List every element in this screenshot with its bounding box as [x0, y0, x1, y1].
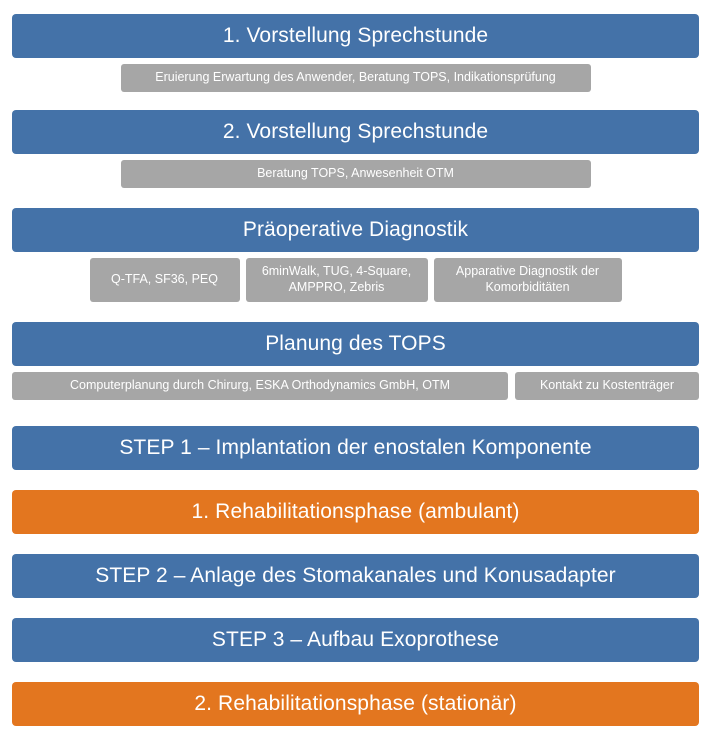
stage-2-detail-1-label: Beratung TOPS, Anwesenheit OTM	[257, 166, 454, 181]
stage-1-detail-1	[121, 64, 591, 92]
flow-stage-9	[12, 682, 699, 726]
stage-1-detail-row	[12, 64, 699, 92]
stage-9-label: 2. Rehabilitationsphase (stationär)	[194, 692, 517, 715]
stage-3-label: Präoperative Diagnostik	[242, 218, 469, 241]
stage-5-label: STEP 1 – Implantation der enostalen Komponente	[119, 436, 592, 459]
flow-stage-2	[12, 110, 699, 188]
stage-2-detail-1	[121, 160, 591, 188]
stage-3-detail-row	[12, 258, 699, 302]
stage-7-title-bar	[12, 554, 699, 598]
stage-2-detail-row	[12, 160, 699, 188]
stage-3-title-bar	[12, 208, 699, 252]
stage-3-detail-3-label: Apparative Diagnostik der Komorbiditäten	[455, 264, 600, 294]
stage-3-detail-1-label: Q-TFA, SF36, PEQ	[111, 272, 218, 287]
flow-stage-3	[12, 208, 699, 302]
stage-4-title-bar	[12, 322, 699, 366]
stage-2-label: 2. Vorstellung Sprechstunde	[222, 120, 489, 143]
flow-stage-8	[12, 618, 699, 662]
stage-4-label: Planung des TOPS	[265, 332, 446, 355]
stage-8-title-bar	[12, 618, 699, 662]
stage-1-title-bar	[12, 14, 699, 58]
stage-4-detail-row	[12, 372, 699, 400]
stage-5-title-bar	[12, 426, 699, 470]
stage-6-label: 1. Rehabilitationsphase (ambulant)	[191, 500, 520, 523]
stage-3-detail-1	[90, 258, 240, 302]
stage-3-detail-2-label: 6minWalk, TUG, 4-Square, AMPPRO, Zebris	[261, 264, 412, 294]
flow-stage-5	[12, 426, 699, 470]
stage-3-detail-3	[434, 258, 622, 302]
stage-4-detail-2-label: Kontakt zu Kostenträger	[539, 378, 675, 393]
stage-8-label: STEP 3 – Aufbau Exoprothese	[211, 628, 500, 651]
flow-stage-6	[12, 490, 699, 534]
stage-4-detail-1	[12, 372, 508, 400]
flow-stage-7	[12, 554, 699, 598]
stage-1-detail-1-label: Eruierung Erwartung des Anwender, Beratung TOPS, Indikationsprüfung	[155, 70, 556, 85]
stage-9-title-bar	[12, 682, 699, 726]
stage-3-detail-2	[246, 258, 428, 302]
stage-4-detail-1-label: Computerplanung durch Chirurg, ESKA Orthodynamics GmbH, OTM	[69, 378, 450, 393]
flow-stage-4	[12, 322, 699, 400]
stage-2-title-bar	[12, 110, 699, 154]
stage-7-label: STEP 2 – Anlage des Stomakanales und Konusadapter	[95, 564, 616, 587]
stage-4-detail-2	[515, 372, 699, 400]
stage-6-title-bar	[12, 490, 699, 534]
flow-stage-1	[12, 14, 699, 92]
stage-1-label: 1. Vorstellung Sprechstunde	[222, 24, 489, 47]
